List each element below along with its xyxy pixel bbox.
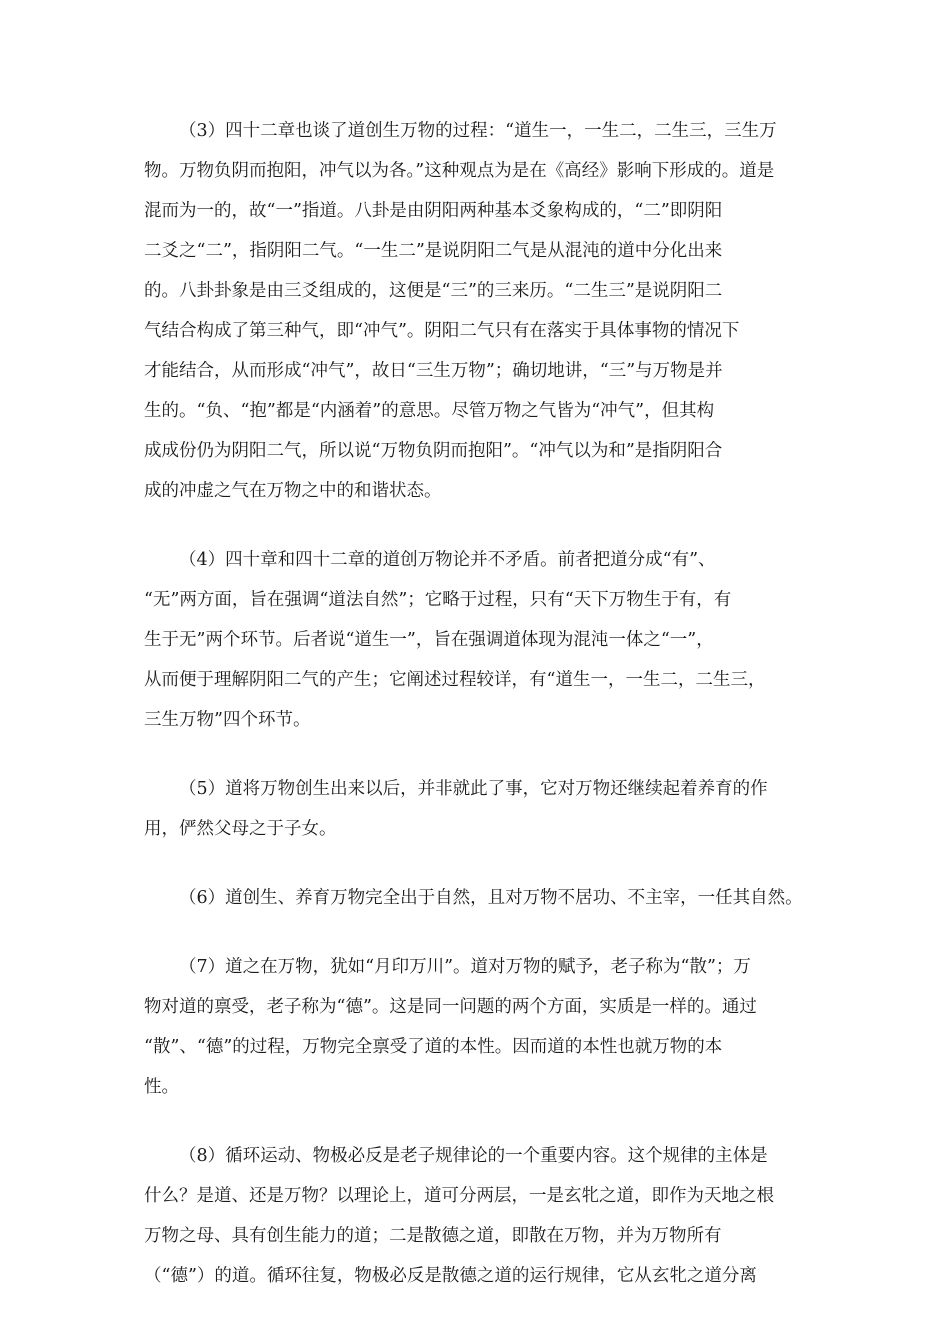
- text-line: 什么？是道、还是万物？以理论上，道可分两层，一是玄牝之道，即作为天地之根: [144, 1186, 774, 1206]
- text-line: 气结合构成了第三种气，即“冲气”。阴阳二气只有在落实于具体事物的情况下: [144, 321, 740, 341]
- text-line: 才能结合，从而形成“冲气”，故日“三生万物”；确切地讲，“三”与万物是并: [144, 361, 723, 381]
- text-line: 成的冲虚之气在万物之中的和谐状态。: [144, 481, 442, 501]
- text-line: （5）道将万物创生出来以后，并非就此了事，它对万物还继续起着养育的作: [179, 779, 768, 799]
- document-page: [144, 111, 816, 1325]
- paragraph-para-4: [144, 540, 816, 740]
- text-line: 的。八卦卦象是由三爻组成的，这便是“三”的三来历。“二生三”是说阴阳二: [144, 281, 723, 301]
- text-line: 从而便于理解阴阳二气的产生；它阐述过程较详，有“道生一，一生二，二生三，: [144, 670, 766, 690]
- text-line: （7）道之在万物，犹如“月印万川”。道对万物的赋予，老子称为“散”；万: [179, 957, 751, 977]
- text-line: 生的。“负、“抱”都是“内涵着”的意思。尽管万物之气皆为“冲气”，但其构: [144, 401, 715, 421]
- text-line: 用，俨然父母之于子女。: [144, 819, 337, 839]
- paragraph-para-7: [144, 947, 816, 1107]
- paragraph-para-6: [144, 878, 816, 918]
- text-line: 三生万物”四个环节。: [144, 710, 311, 730]
- text-line: 二爻之“二”，指阴阳二气。“一生二”是说阴阳二气是从混沌的道中分化出来: [144, 241, 723, 261]
- text-line: （8）循环运动、物极必反是老子规律论的一个重要内容。这个规律的主体是: [179, 1146, 768, 1166]
- paragraph-para-5: [144, 769, 816, 849]
- text-line: （4）四十章和四十二章的道创万物论并不矛盾。前者把道分成“有”、: [179, 550, 716, 570]
- text-line: “散”、“德”的过程，万物完全禀受了道的本性。因而道的本性也就万物的本: [144, 1037, 723, 1057]
- text-line: 成成份仍为阴阳二气，所以说“万物负阴而抱阳”。“冲气以为和”是指阴阳合: [144, 441, 723, 461]
- text-line: （6）道创生、养育万物完全出于自然，且对万物不居功、不主宰，一任其自然。: [179, 888, 803, 908]
- text-line: 物。万物负阴而抱阳，冲气以为各。”这种观点为是在《高经》影响下形成的。道是: [144, 161, 775, 181]
- text-line: 生于无”两个环节。后者说“道生一”，旨在强调道体现为混沌一体之“一”，: [144, 630, 714, 650]
- text-line: “无”两方面，旨在强调“道法自然”；它略于过程，只有“天下万物生于有，有: [144, 590, 732, 610]
- text-line: （“德”）的道。循环往复，物极必反是散德之道的运行规律，它从玄牝之道分离: [144, 1266, 757, 1286]
- text-line: 混而为一的，故“一”指道。八卦是由阴阳两种基本爻象构成的，“二”即阴阳: [144, 201, 723, 221]
- text-line: 物对道的禀受，老子称为“德”。这是同一问题的两个方面，实质是一样的。通过: [144, 997, 757, 1017]
- paragraph-para-8: [144, 1136, 816, 1296]
- text-line: 性。: [144, 1077, 179, 1097]
- text-line: 万物之母、具有创生能力的道；二是散德之道，即散在万物，并为万物所有: [144, 1226, 722, 1246]
- paragraph-para-3: [144, 111, 816, 511]
- text-line: （3）四十二章也谈了道创生万物的过程：“道生一，一生二，二生三，三生万: [179, 121, 777, 141]
